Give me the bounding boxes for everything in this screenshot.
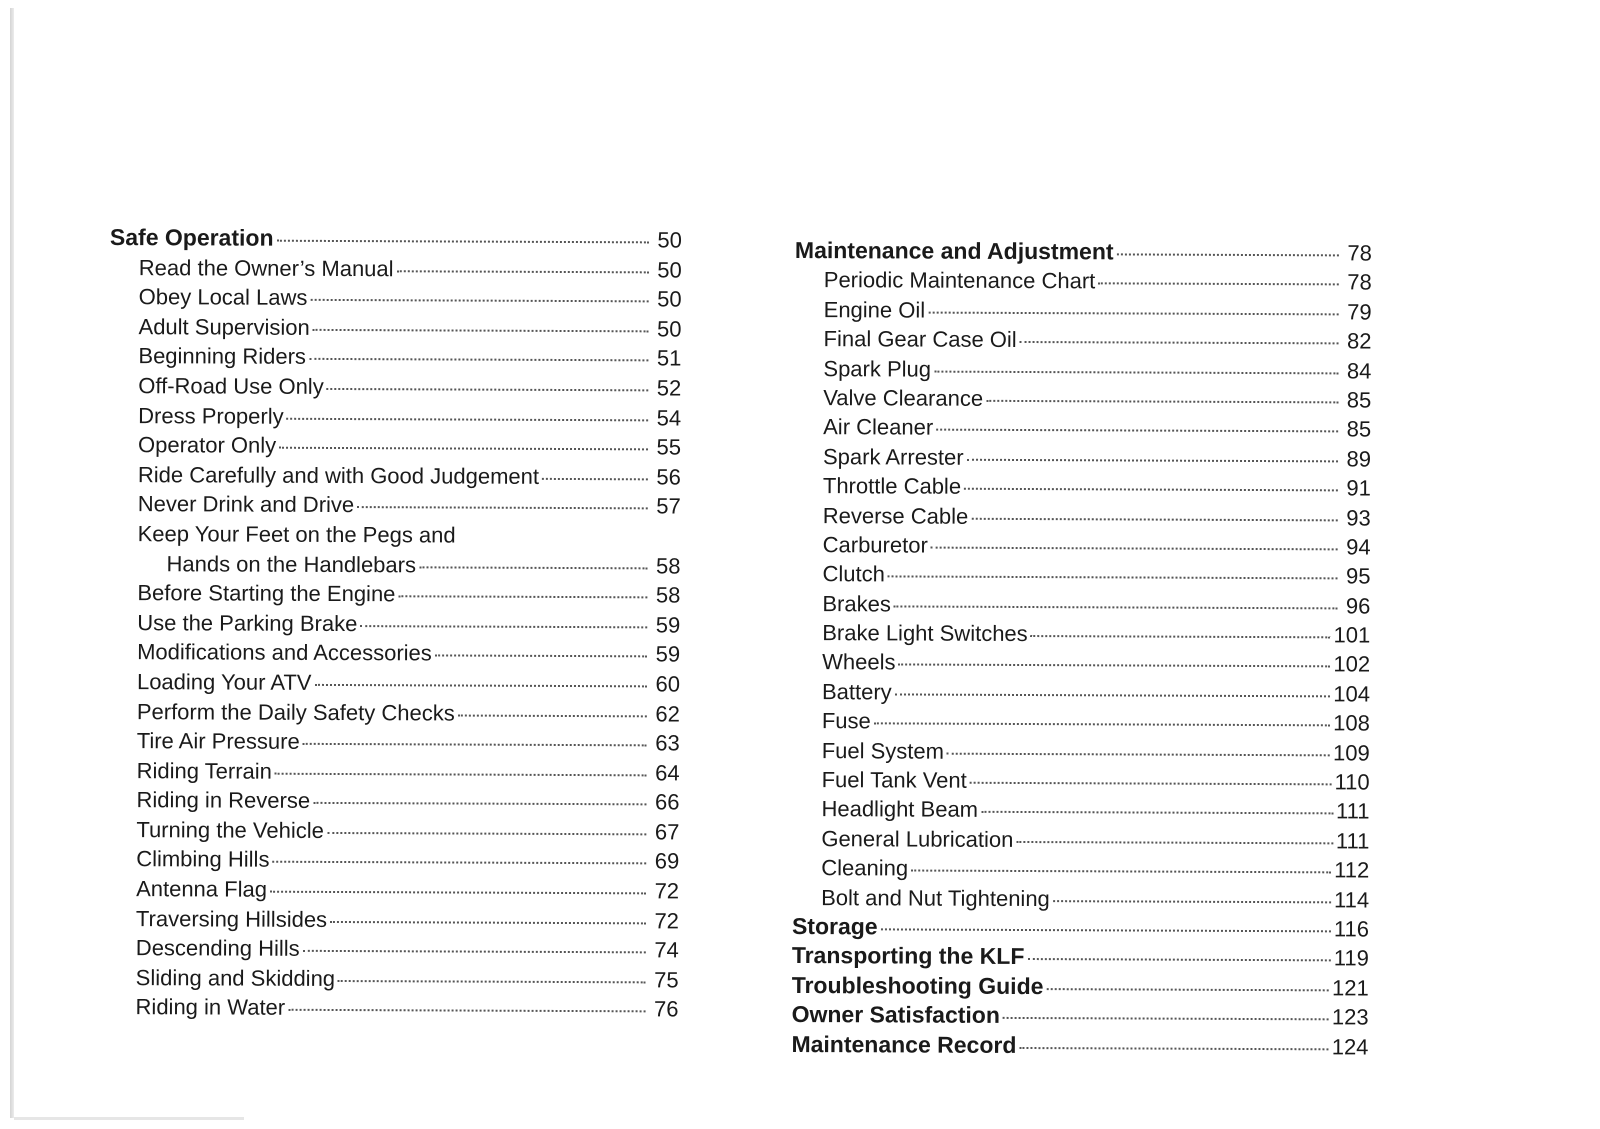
entry-title: Air Cleaner <box>823 414 934 440</box>
toc-entry <box>794 383 1371 415</box>
toc-entry <box>793 706 1370 738</box>
entry-page-number: 85 <box>1346 387 1372 413</box>
toc-entry <box>792 883 1369 915</box>
toc-entry <box>107 874 679 906</box>
dot-leader <box>1020 341 1339 344</box>
entry-page-number: 109 <box>1332 739 1370 766</box>
dot-leader <box>967 458 1338 462</box>
entry-page-number: 82 <box>1347 328 1372 354</box>
entry-title: Dress Properly <box>138 402 284 429</box>
entry-page-number: 50 <box>657 256 682 283</box>
toc-entry <box>109 371 681 403</box>
entry-title: Clutch <box>822 561 885 587</box>
dot-leader <box>970 782 1332 786</box>
toc-entry <box>108 756 680 788</box>
entry-title: Loading Your ATV <box>136 669 312 695</box>
entry-title: Spark Arrester <box>822 443 964 470</box>
toc-entry <box>795 265 1372 297</box>
toc-entry <box>793 618 1370 650</box>
entry-title: Troubleshooting Guide <box>791 971 1044 999</box>
entry-title: Maintenance and Adjustment <box>794 236 1114 265</box>
toc-entry <box>109 519 681 551</box>
dot-leader <box>1117 253 1339 256</box>
dot-leader <box>874 723 1330 727</box>
toc-entry <box>793 559 1370 591</box>
toc-section-entry <box>791 1030 1368 1062</box>
entry-title: Beginning Riders <box>138 343 307 370</box>
toc-entry <box>794 471 1371 503</box>
dot-leader <box>397 270 649 273</box>
dot-leader <box>310 299 648 302</box>
dot-leader <box>287 417 649 421</box>
entry-title: Riding in Reverse <box>136 787 311 814</box>
toc-section-entry <box>792 941 1369 973</box>
toc-entry <box>109 312 681 344</box>
entry-title: Descending Hills <box>135 935 300 962</box>
entry-title: Obey Local Laws <box>138 284 308 311</box>
entry-title: Carburetor <box>822 532 928 558</box>
entry-title: Bolt and Nut Tightening <box>821 884 1050 911</box>
entry-title: Throttle Cable <box>822 473 962 499</box>
dot-leader <box>1098 283 1339 286</box>
dot-leader <box>435 655 647 658</box>
entry-page-number: 55 <box>656 434 682 460</box>
toc-entry <box>793 589 1370 621</box>
entry-page-number: 62 <box>655 700 680 726</box>
entry-page-number: 95 <box>1345 563 1371 589</box>
entry-title: Fuse <box>821 708 871 734</box>
toc-entry <box>108 549 680 581</box>
entry-title: Adult Supervision <box>138 313 310 340</box>
entry-page-number: 78 <box>1347 269 1372 295</box>
entry-title: Hands on the Handlebars <box>166 550 417 577</box>
entry-title: Headlight Beam <box>821 796 979 823</box>
entry-title: Battery <box>821 678 892 705</box>
dot-leader <box>895 693 1331 697</box>
dot-leader <box>315 684 647 687</box>
dot-leader <box>360 625 647 628</box>
toc-entry <box>109 430 681 462</box>
entry-title: Maintenance Record <box>791 1030 1017 1058</box>
dot-leader <box>458 714 647 717</box>
entry-page-number: 119 <box>1333 945 1369 971</box>
toc-section-entry <box>110 223 682 255</box>
entry-title: Climbing Hills <box>136 846 270 873</box>
entry-title: Tire Air Pressure <box>136 728 300 754</box>
entry-title: Transporting the KLF <box>791 942 1025 970</box>
dot-leader <box>357 506 648 509</box>
entry-page-number: 52 <box>656 375 682 401</box>
entry-page-number: 57 <box>656 493 681 519</box>
entry-title: Valve Clearance <box>823 385 984 411</box>
dot-leader <box>928 311 1338 315</box>
entry-title: Storage <box>791 912 878 940</box>
dot-leader <box>1019 1047 1328 1050</box>
toc-section-entry <box>792 971 1369 1003</box>
toc-entry <box>109 401 681 433</box>
dot-leader <box>1046 988 1329 991</box>
entry-page-number: 66 <box>654 789 680 815</box>
dot-leader <box>330 921 646 924</box>
dot-leader <box>272 861 646 865</box>
toc-left-column <box>107 223 682 1025</box>
entry-page-number: 63 <box>655 730 680 756</box>
dot-leader <box>894 605 1338 609</box>
dot-leader <box>542 478 648 480</box>
entry-page-number: 124 <box>1331 1033 1369 1060</box>
dot-leader <box>981 811 1333 815</box>
entry-page-number: 121 <box>1331 975 1369 1001</box>
dot-leader <box>309 358 648 361</box>
entry-title: Antenna Flag <box>136 876 268 902</box>
entry-title: Safe Operation <box>109 223 274 251</box>
toc-entry <box>795 295 1372 327</box>
dot-leader <box>1027 958 1330 961</box>
entry-title: Reverse Cable <box>822 502 969 529</box>
entry-page-number: 94 <box>1346 534 1371 560</box>
dot-leader <box>931 547 1338 551</box>
dot-leader <box>898 664 1330 668</box>
dot-leader <box>270 891 646 895</box>
entry-title: Perform the Daily Safety Checks <box>136 698 455 726</box>
entry-page-number: 56 <box>656 464 681 490</box>
entry-page-number: 69 <box>654 848 680 874</box>
entry-page-number: 50 <box>657 227 682 253</box>
toc-entry <box>794 412 1371 444</box>
entry-title: Modifications and Accessories <box>137 639 432 666</box>
entry-title: Engine Oil <box>823 296 926 323</box>
toc-entry <box>793 677 1370 709</box>
dot-leader <box>888 576 1338 580</box>
toc-section-entry <box>792 1000 1369 1032</box>
entry-page-number: 64 <box>655 760 680 786</box>
dot-leader <box>275 772 647 776</box>
dot-leader <box>288 1009 645 1013</box>
entry-page-number: 60 <box>655 671 681 697</box>
entry-title: Use the Parking Brake <box>137 609 358 636</box>
entry-title: Fuel System <box>821 737 945 764</box>
entry-page-number: 110 <box>1334 769 1370 795</box>
toc-entry <box>793 765 1370 797</box>
entry-title: Read the Owner’s Manual <box>138 254 394 281</box>
page-bottom-edge <box>14 1117 244 1120</box>
toc-entry <box>794 530 1371 562</box>
toc-entry <box>794 442 1371 474</box>
toc-entry <box>107 963 679 995</box>
entry-page-number: 54 <box>656 404 682 431</box>
entry-page-number: 116 <box>1333 916 1370 942</box>
entry-page-number: 114 <box>1333 886 1370 913</box>
entry-page-number: 123 <box>1331 1004 1369 1030</box>
toc-entry <box>109 460 681 492</box>
dot-leader <box>1003 1017 1329 1020</box>
entry-page-number: 112 <box>1334 857 1370 883</box>
entry-page-number: 79 <box>1347 299 1372 325</box>
entry-page-number: 96 <box>1345 593 1371 619</box>
entry-page-number: 51 <box>656 345 682 371</box>
entry-title: Sliding and Skidding <box>135 964 336 991</box>
entry-title: Final Gear Case Oil <box>823 326 1017 353</box>
dot-leader <box>313 329 649 332</box>
entry-page-number: 104 <box>1333 681 1371 707</box>
entry-page-number: 67 <box>654 819 680 845</box>
entry-title: Periodic Maintenance Chart <box>823 267 1096 294</box>
toc-entry <box>794 501 1371 533</box>
dot-leader <box>338 980 646 983</box>
toc-entry <box>794 324 1371 356</box>
dot-leader <box>303 743 647 747</box>
entry-page-number: 58 <box>655 552 681 579</box>
dot-leader <box>1031 635 1331 638</box>
entry-title: Wheels <box>822 649 896 675</box>
entry-page-number: 89 <box>1346 446 1372 472</box>
entry-page-number: 85 <box>1346 416 1372 442</box>
dot-leader <box>936 429 1338 433</box>
toc-entry <box>108 637 680 669</box>
entry-page-number: 78 <box>1347 240 1372 266</box>
entry-page-number: 74 <box>654 937 679 963</box>
toc-entry <box>109 341 681 373</box>
entry-page-number: 111 <box>1335 828 1370 854</box>
dot-leader <box>279 447 648 451</box>
dot-leader <box>327 832 646 835</box>
dot-leader <box>1053 900 1331 903</box>
entry-title: Riding in Water <box>135 994 286 1021</box>
toc-entry <box>792 794 1369 826</box>
entry-title: Operator Only <box>137 432 277 458</box>
dot-leader <box>971 517 1337 521</box>
dot-leader <box>964 488 1338 492</box>
entry-title: Riding Terrain <box>136 757 273 784</box>
entry-page-number: 50 <box>657 286 682 312</box>
entry-page-number: 59 <box>655 641 681 667</box>
dot-leader <box>327 388 649 391</box>
entry-title: Off-Road Use Only <box>138 373 324 399</box>
entry-title: Before Starting the Engine <box>137 580 396 607</box>
entry-title: Spark Plug <box>823 355 932 382</box>
toc-section-entry <box>795 236 1372 268</box>
toc-entry <box>108 667 680 699</box>
dot-leader <box>303 950 646 953</box>
dot-leader <box>947 752 1330 756</box>
page-binding-edge <box>10 8 14 1118</box>
entry-page-number: 59 <box>655 612 681 638</box>
entry-page-number: 111 <box>1335 798 1370 824</box>
entry-page-number: 108 <box>1333 710 1370 736</box>
toc-entry <box>793 647 1370 679</box>
toc-entry <box>108 696 680 728</box>
entry-title: Never Drink and Drive <box>137 491 355 518</box>
toc-entry <box>107 933 679 965</box>
toc-entry <box>792 824 1369 856</box>
dot-leader <box>398 595 647 598</box>
dot-leader <box>313 802 646 805</box>
dot-leader <box>419 566 648 569</box>
entry-title: Cleaning <box>821 855 909 881</box>
dot-leader <box>277 240 649 244</box>
toc-entry <box>792 853 1369 885</box>
toc-entry <box>793 736 1370 768</box>
toc-entry <box>108 578 680 610</box>
entry-page-number: 72 <box>654 878 680 904</box>
toc-entry <box>107 992 679 1024</box>
entry-page-number: 75 <box>654 967 679 993</box>
entry-title: Fuel Tank Vent <box>821 767 967 793</box>
entry-title: Owner Satisfaction <box>791 1001 1000 1029</box>
toc-entry <box>107 844 679 876</box>
dot-leader <box>934 370 1338 374</box>
toc-section-entry <box>792 912 1369 944</box>
entry-page-number: 76 <box>654 996 679 1022</box>
entry-title: Ride Carefully and with Good Judgement <box>137 461 540 489</box>
entry-title: General Lubrication <box>821 825 1014 852</box>
toc-entry <box>107 904 679 936</box>
entry-title: Brake Light Switches <box>822 620 1028 647</box>
entry-page-number: 93 <box>1346 504 1371 531</box>
toc-entry <box>108 608 680 640</box>
toc-entry <box>109 489 681 521</box>
entry-page-number: 58 <box>655 582 681 608</box>
toc-entry <box>110 282 682 314</box>
dot-leader <box>911 870 1331 874</box>
dot-leader <box>1016 841 1333 844</box>
dot-leader <box>881 928 1331 932</box>
dot-leader <box>986 400 1338 404</box>
entry-page-number: 91 <box>1346 475 1371 501</box>
toc-entry <box>110 253 682 285</box>
entry-title: Traversing Hillsides <box>135 905 328 932</box>
toc-entry <box>107 815 679 847</box>
entry-page-number: 50 <box>657 316 682 342</box>
toc-entry <box>794 354 1371 386</box>
toc-right-column <box>791 236 1372 1061</box>
entry-page-number: 101 <box>1333 622 1371 648</box>
toc-entry <box>107 785 679 817</box>
entry-page-number: 72 <box>654 908 680 934</box>
entry-page-number: 102 <box>1333 651 1371 677</box>
toc-entry <box>108 726 680 758</box>
entry-title: Brakes <box>822 590 891 617</box>
entry-title: Keep Your Feet on the Pegs and <box>137 521 456 548</box>
entry-title: Turning the Vehicle <box>136 816 324 843</box>
entry-page-number: 84 <box>1346 357 1372 384</box>
